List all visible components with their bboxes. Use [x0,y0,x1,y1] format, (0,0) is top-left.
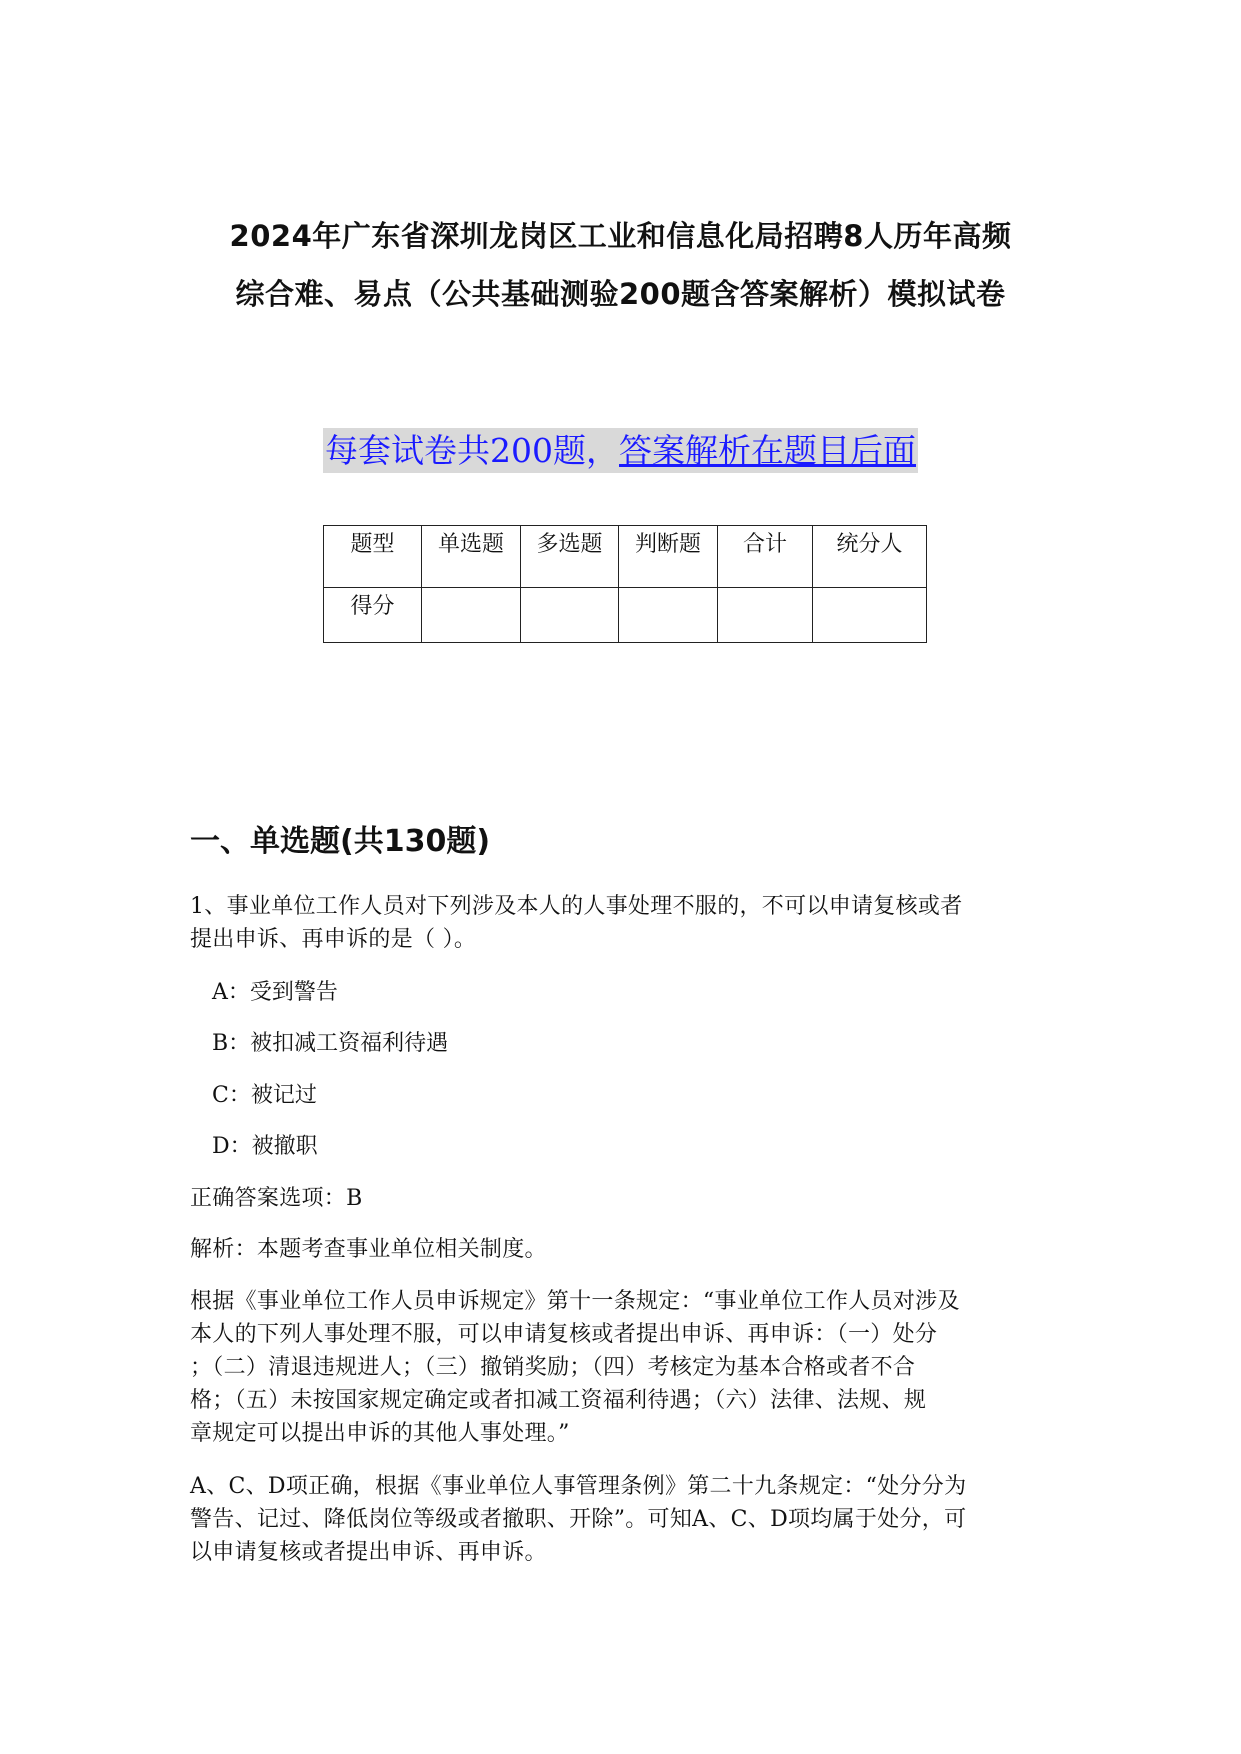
answer-location-link[interactable]: 答案解析在题目后面 [619,431,916,470]
analysis-line: ；（二）清退违规进人；（三）撤销奖励；（四）考核定为基本合格或者不合 [190,1355,916,1380]
document-title [150,207,1091,323]
header-cell-total: 合计 [718,526,813,588]
question-stem-line: 提出申诉、再申诉的是（ ）。 [190,927,477,952]
header-cell-multi-choice: 多选题 [521,526,619,588]
section-heading: 一、单选题(共130题) [190,824,491,859]
analysis-intro: 解析：本题考查事业单位相关制度。 [190,1237,547,1262]
option-d: D：被撤职 [212,1134,318,1159]
analysis-line: 警告、记过、降低岗位等级或者撤职、开除”。可知A、C、D项均属于处分，可 [190,1507,967,1532]
score-cell[interactable] [521,588,619,643]
header-cell-single-choice: 单选题 [422,526,521,588]
banner-text: 每套试卷共200题， [325,431,619,470]
analysis-line: 章规定可以提出申诉的其他人事处理。” [190,1421,570,1446]
score-cell[interactable] [619,588,718,643]
score-row-label: 得分 [324,588,422,643]
option-b: B：被扣减工资福利待遇 [212,1031,449,1056]
header-cell-type: 题型 [324,526,422,588]
header-cell-scorer: 统分人 [813,526,927,588]
title-line-1: 2024年广东省深圳龙岗区工业和信息化局招聘8人历年高频 [229,219,1012,253]
option-a: A：受到警告 [212,980,338,1005]
score-cell[interactable] [718,588,813,643]
analysis-line: 格；（五）未按国家规定确定或者扣减工资福利待遇；（六）法律、法规、规 [190,1388,927,1413]
analysis-paragraph-1 [190,1285,1050,1450]
option-c: C：被记过 [212,1083,317,1108]
analysis-paragraph-2 [190,1470,1050,1569]
analysis-line: 根据《事业单位工作人员申诉规定》第十一条规定：“事业单位工作人员对涉及 [190,1289,960,1314]
correct-answer: 正确答案选项：B [190,1186,363,1211]
score-cell[interactable] [813,588,927,643]
title-line-2: 综合难、易点（公共基础测验200题含答案解析）模拟试卷 [235,277,1006,311]
score-table-header-row [324,526,927,588]
question-count-banner [323,428,918,473]
header-cell-true-false: 判断题 [619,526,718,588]
analysis-line: 以申请复核或者提出申诉、再申诉。 [190,1540,547,1565]
score-cell[interactable] [422,588,521,643]
question-stem-line: 1、事业单位工作人员对下列涉及本人的人事处理不服的，不可以申请复核或者 [190,894,963,919]
score-table-score-row [324,588,927,643]
analysis-line: A、C、D项正确，根据《事业单位人事管理条例》第二十九条规定：“处分分为 [190,1474,967,1499]
analysis-line: 本人的下列人事处理不服，可以申请复核或者提出申诉、再申诉：（一）处分 [190,1322,938,1347]
question-stem [190,890,1050,956]
score-table [323,525,927,643]
